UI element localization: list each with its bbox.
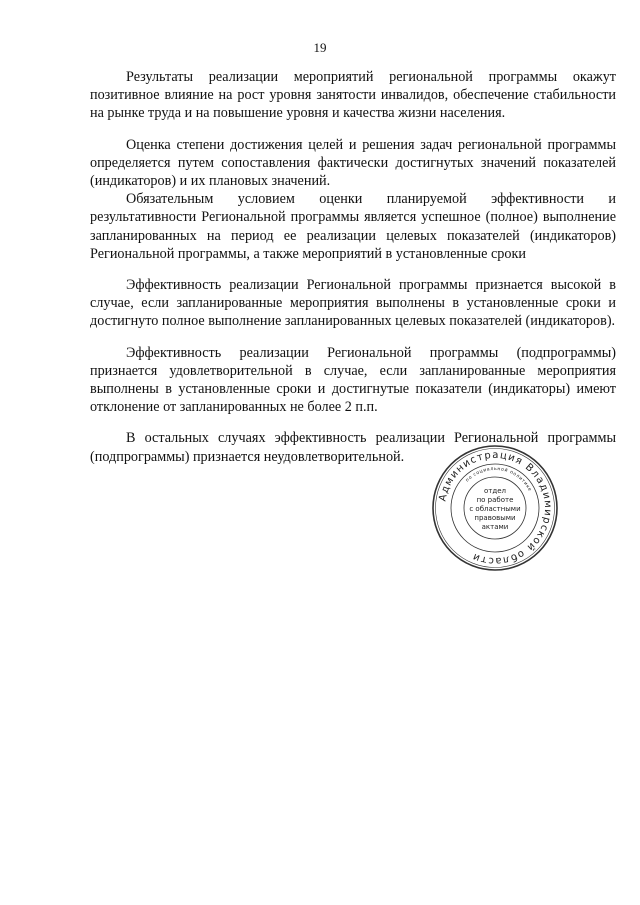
paragraph-satisfactory-efficiency: Эффективность реализации Региональной программы (подпрограммы) признается удовлетворительной в случае, если запланированные мероприятия выполнены в установленные сроки и достигнутые показатели (индикаторы) имеют отклонение от запланированных не более 2 п.п. xyxy=(90,344,616,416)
document-body xyxy=(90,68,616,466)
stamp-center-line-4: правовыми xyxy=(474,514,516,522)
paragraph-high-efficiency: Эффективность реализации Региональной программы признается высокой в случае, если запланированные мероприятия выполнены в установленные сроки и достигнуто полное выполнение запланированных целевых показателей (индикаторов). xyxy=(90,277,616,330)
stamp-center-line-1: отдел xyxy=(484,487,506,495)
page-number: 19 xyxy=(313,40,327,55)
paragraph-unsatisfactory: В остальных случаях эффективность реализации Региональной программы (подпрограммы) признается неудовлетворительной. xyxy=(90,430,616,465)
stamp-center-line-2: по работе xyxy=(476,496,514,504)
paragraph-mandatory-condition: Обязательным условием оценки планируемой эффективности и результативности Региональной программы является успешное (полное) выполнение запланированных на период ее реализации целевых показателей (индикаторов) Региональной программы, а также мероприятий в установленные сроки xyxy=(90,191,616,262)
stamp-center-line-3: с областными xyxy=(469,505,521,513)
stamp-inner-text: по социальной политике xyxy=(465,466,533,493)
stamp-seal-graphic xyxy=(430,443,560,573)
paragraph-results: Результаты реализации мероприятий региональной программы окажут позитивное влияние на рост уровня занятости инвалидов, обеспечение стабильности на рынке труда и на повышение уровня и качества жизни населения. xyxy=(90,69,616,122)
official-stamp xyxy=(430,443,560,573)
stamp-center-line-5: актами xyxy=(481,523,509,531)
paragraph-assessment: Оценка степени достижения целей и решения задач региональной программы определяется путем сопоставления фактически достигнутых значений показателей (индикаторов) и их плановых значений. xyxy=(90,136,616,190)
stamp-outer-text: Администрация Владимирской области xyxy=(437,449,554,567)
